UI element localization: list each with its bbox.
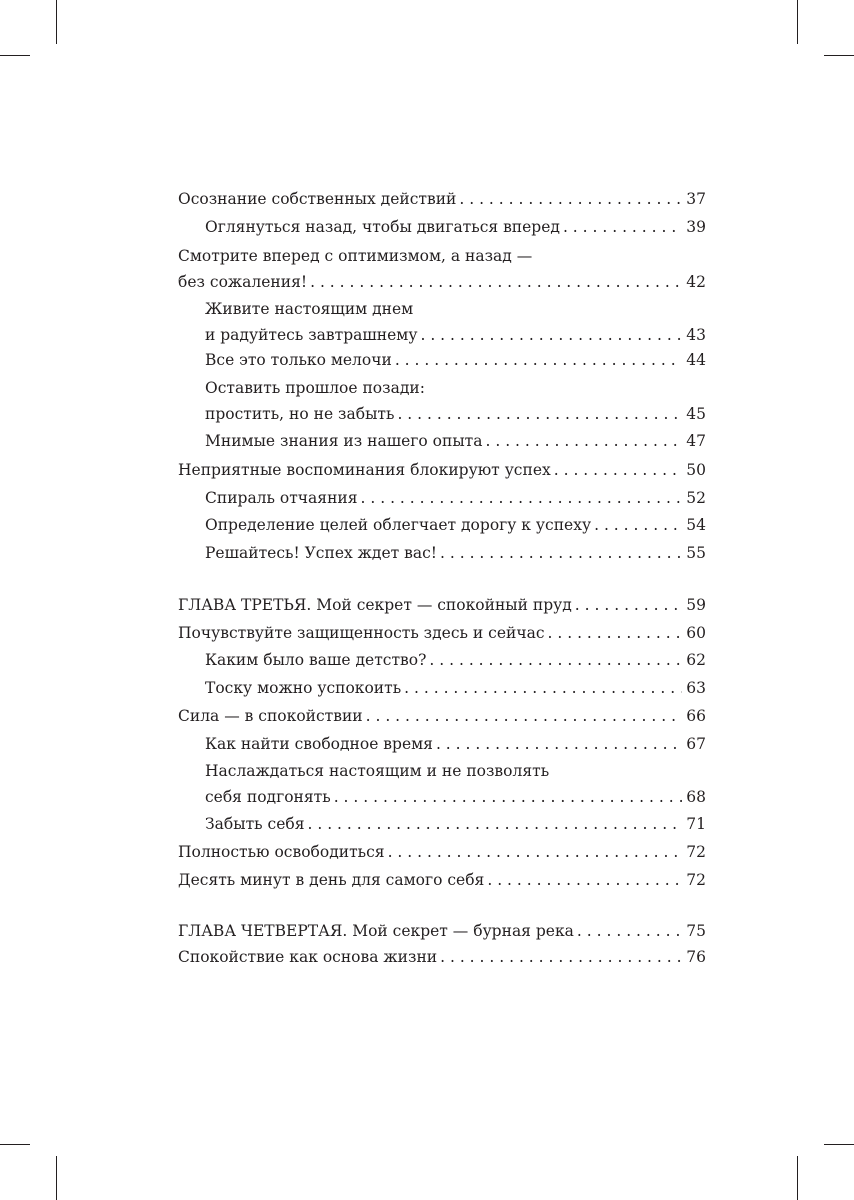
toc-title: Решайтесь! Успех ждет вас! — [205, 544, 438, 562]
toc-title: без сожаления! — [178, 273, 308, 291]
toc-entry — [205, 428, 706, 454]
crop-mark-top-left — [56, 0, 57, 44]
toc-leader-dots — [307, 811, 682, 837]
toc-page-number: 76 — [686, 948, 706, 966]
toc-title: Спокойствие как основа жизни — [178, 948, 438, 966]
toc-page-number: 37 — [686, 190, 706, 208]
toc-entry — [205, 675, 706, 701]
toc-leader-dots — [554, 457, 683, 483]
toc-entry — [178, 703, 706, 729]
toc-leader-dots — [485, 428, 682, 454]
toc-page-number: 44 — [686, 351, 706, 369]
toc-page-number: 47 — [686, 432, 706, 450]
toc-page-number: 50 — [686, 461, 706, 479]
toc-leader-dots — [436, 731, 682, 757]
toc-page-number: 72 — [686, 843, 706, 861]
toc-title: Полностью освободиться — [178, 843, 385, 861]
toc-title-line1: Живите настоящим днем — [205, 300, 414, 318]
toc-title-line1: Смотрите вперед с оптимизмом, а назад — — [178, 247, 533, 265]
toc-title: Неприятные воспоминания блокируют успех — [178, 461, 551, 479]
toc-title: простить, но не забыть — [205, 405, 395, 423]
toc-page-number: 39 — [686, 218, 706, 236]
toc-entry — [205, 485, 706, 511]
toc-leader-dots — [563, 214, 682, 240]
toc-leader-dots — [334, 784, 683, 810]
toc-chapter-entry — [178, 592, 706, 618]
toc-leader-dots — [459, 186, 682, 212]
toc-title: Все это только мелочи — [205, 351, 392, 369]
toc-leader-dots — [397, 401, 682, 427]
toc-entry — [205, 731, 706, 757]
toc-page-number: 71 — [686, 815, 706, 833]
toc-title: Сила — в спокойствии — [178, 707, 363, 725]
crop-mark-bottom-right — [797, 1156, 798, 1200]
toc-page-number: 60 — [686, 624, 706, 642]
toc-entry — [205, 512, 706, 538]
toc-entry — [178, 620, 706, 646]
toc-leader-dots — [575, 592, 682, 618]
toc-entry — [205, 214, 706, 240]
toc-page-number: 68 — [686, 788, 706, 806]
toc-leader-dots — [420, 322, 682, 348]
toc-title: Почувствуйте защищенность здесь и сейчас — [178, 624, 545, 642]
toc-entry — [205, 647, 706, 673]
toc-page-number: 43 — [686, 326, 706, 344]
toc-title: Оглянуться назад, чтобы двигаться вперед — [205, 218, 560, 236]
toc-title: Тоску можно успокоить — [205, 679, 402, 697]
toc-page-number: 52 — [686, 489, 706, 507]
toc-leader-dots — [395, 347, 682, 373]
toc-page-number: 62 — [686, 651, 706, 669]
toc-title: ГЛАВА ЧЕТВЕРТАЯ. Мой секрет — бурная река — [178, 922, 574, 940]
crop-mark-right-top — [824, 55, 854, 56]
toc-entry — [205, 540, 706, 566]
toc-entry — [178, 944, 706, 970]
toc-title-line1: Наслаждаться настоящим и не позволять — [205, 762, 550, 780]
toc-leader-dots — [361, 485, 683, 511]
toc-title: Мнимые знания из нашего опыта — [205, 432, 483, 450]
toc-leader-dots — [366, 703, 683, 729]
crop-mark-bottom-left — [56, 1156, 57, 1200]
crop-mark-top-right — [797, 0, 798, 44]
toc-title: Каким было ваше детство? — [205, 651, 427, 669]
toc-entry — [205, 375, 706, 427]
toc-page-number: 42 — [686, 273, 706, 291]
toc-title: Осознание собственных действий — [178, 190, 457, 208]
toc-chapter-entry — [178, 918, 706, 944]
toc-leader-dots — [388, 839, 683, 865]
crop-mark-right-bottom — [824, 1144, 854, 1145]
toc-page-number: 72 — [686, 871, 706, 889]
toc-leader-dots — [429, 647, 682, 673]
toc-entry — [178, 867, 706, 893]
toc-page-number: 67 — [686, 735, 706, 753]
toc-leader-dots — [487, 867, 682, 893]
toc-leader-dots — [310, 269, 682, 295]
toc-page-number: 54 — [686, 516, 706, 534]
toc-leader-dots — [440, 540, 682, 566]
toc-page-number: 63 — [686, 679, 706, 697]
toc-title: и радуйтесь завтрашнему — [205, 326, 418, 344]
toc-page-number: 75 — [686, 922, 706, 940]
toc-title: Спираль отчаяния — [205, 489, 358, 507]
toc-title: ГЛАВА ТРЕТЬЯ. Мой секрет — спокойный пруд — [178, 596, 572, 614]
toc-entry — [205, 347, 706, 373]
toc-leader-dots — [440, 944, 682, 970]
toc-title: себя подгонять — [205, 788, 331, 806]
crop-mark-left-top — [0, 55, 30, 56]
toc-leader-dots — [594, 512, 682, 538]
toc-title: Как найти свободное время — [205, 735, 433, 753]
toc-entry — [205, 758, 706, 810]
toc-title: Забыть себя — [205, 815, 305, 833]
toc-title: Определение целей облегчает дорогу к успеху — [205, 516, 592, 534]
toc-page-number: 59 — [686, 596, 706, 614]
toc-leader-dots — [548, 620, 683, 646]
toc-entry — [205, 296, 706, 348]
toc-page-number: 55 — [686, 544, 706, 562]
toc-entry — [178, 839, 706, 865]
toc-entry — [205, 811, 706, 837]
toc-leader-dots — [404, 675, 682, 701]
toc-title-line1: Оставить прошлое позади: — [205, 379, 425, 397]
toc-entry — [178, 457, 706, 483]
toc-title: Десять минут в день для самого себя — [178, 871, 485, 889]
toc-leader-dots — [577, 918, 682, 944]
toc-entry — [178, 186, 706, 212]
toc-entry — [178, 243, 706, 295]
toc-page-number: 45 — [686, 405, 706, 423]
crop-mark-left-bottom — [0, 1144, 30, 1145]
toc-page-number: 66 — [686, 707, 706, 725]
